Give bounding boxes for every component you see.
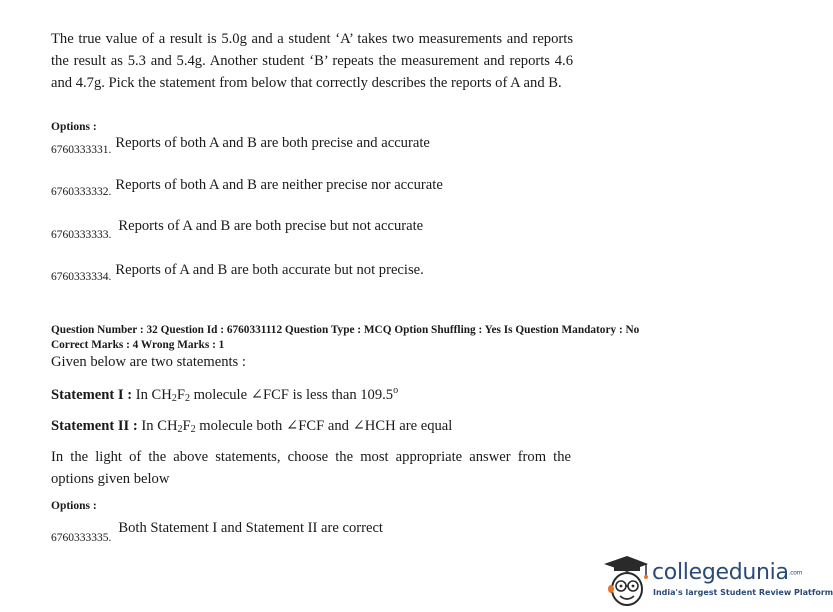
subscript: 2 [190, 424, 196, 435]
logo-domain-suffix: .com [788, 569, 803, 577]
statement-1-text: F [176, 387, 185, 403]
option-row [51, 135, 430, 158]
option-id: 6760333333. [51, 229, 112, 241]
statement-1-text: molecule ∠FCF is less than 109.5 [189, 387, 394, 403]
statement-2-text: In CH [141, 418, 178, 434]
option-row [51, 177, 443, 200]
option-text: Both Statement I and Statement II are correct [118, 520, 383, 536]
option-text: Reports of both A and B are neither precise nor accurate [115, 177, 443, 193]
statement-1 [51, 386, 398, 404]
statement-2-label: Statement II : [51, 418, 138, 434]
logo-wordmark [652, 560, 802, 585]
degree-sign: o [393, 385, 399, 397]
statement-2-text: molecule both ∠FCF and ∠HCH are equal [195, 418, 453, 434]
collegedunia-logo [596, 548, 833, 612]
question-meta-line-1: Question Number : 32 Question Id : 6760331112 Question Type : MCQ Option Shuffling : Yes Is Question Mandatory : No [51, 324, 640, 336]
subscript: 2 [177, 424, 183, 435]
logo-word: collegedunia [652, 560, 789, 585]
logo-tagline: India's largest Student Review Platform [653, 588, 833, 597]
statement-1-label: Statement I : [51, 387, 133, 403]
option-id: 6760333331. [51, 144, 112, 156]
question-1-text: The true value of a result is 5.0g and a student ‘A’ takes two measurements and reports the result as 5.3 and 5.4g. Another student ‘B’ repeats the measurement and reports 4.6 and 4.7g. Pick the statement from below that correctly describes the reports of A and B. [51, 31, 573, 91]
question-meta-line-2: Correct Marks : 4 Wrong Marks : 1 [51, 339, 225, 351]
options-label-q1: Options : [51, 121, 97, 133]
option-text: Reports of A and B are both accurate but not precise. [115, 262, 424, 278]
question-2-intro: Given below are two statements : [51, 354, 246, 370]
statement-1-text: In CH [135, 387, 172, 403]
option-id: 6760333332. [51, 186, 112, 198]
option-row [51, 218, 424, 243]
option-text: Reports of A and B are both precise but not accurate [118, 218, 424, 234]
option-text: Reports of both A and B are both precise and accurate [115, 135, 430, 151]
option-row [51, 520, 383, 546]
option-row [51, 262, 424, 285]
question-2-instruction: In the light of the above statements, choose the most appropriate answer from the options given below [51, 449, 571, 487]
student-mascot-icon [600, 552, 650, 610]
option-id: 6760333334. [51, 271, 112, 283]
statement-2-text: F [182, 418, 191, 434]
statement-2 [51, 417, 452, 435]
subscript: 2 [184, 393, 190, 404]
subscript: 2 [171, 393, 177, 404]
option-id: 6760333335. [51, 532, 112, 544]
options-label-q2: Options : [51, 500, 97, 512]
